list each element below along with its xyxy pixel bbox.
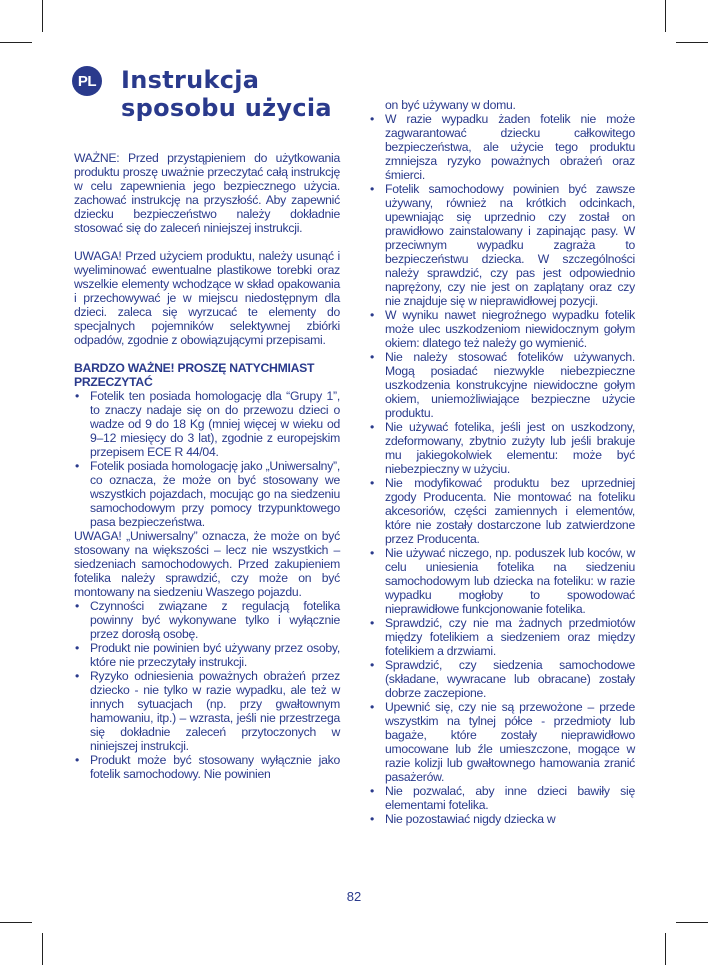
list-item: • Nie używać fotelika, jeśli jest on uszkodzony, zdeformowany, zbytnio zużyty lub jeśli brakuje mu jakiegokolwiek elementu: może być niebezpieczny w użyciu. [369,420,635,476]
list-item: • Nie należy stosować fotelików używanych. Mogą posiadać niezwykle niebezpieczne uszkodzenia konstrukcyjne niewidoczne gołym okiem, uniemożliwiające bezpieczne użycie produktu. [369,350,635,420]
list-item: • Produkt nie powinien być używany przez osoby, które nie przeczytały instrukcji. [74,641,340,669]
crop-mark [42,933,43,965]
important-heading: BARDZO WAŻNE! PROSZĘ NATYCHMIAST PRZECZYTAĆ [74,361,315,389]
list-item: • Sprawdzić, czy nie ma żadnych przedmiotów między fotelikiem a siedzeniem oraz między fotelikiem a drzwiami. [369,616,635,658]
crop-mark [0,922,32,923]
list-item: • Czynności związane z regulacją fotelika powinny być wykonywane tylko i wyłącznie przez dorosłą osobę. [74,599,340,641]
crop-mark [0,42,32,43]
list-item: • Produkt może być stosowany wyłącznie jako fotelik samochodowy. Nie powinien [74,753,340,781]
safety-list-right [369,112,635,826]
warning-paragraph: UWAGA! Przed użyciem produktu, należy usunąć i wyeliminować ewentualne plastikowe torebki oraz wszelkie elementy wchodzące w skład opakowania i przechowywać je w miejscu niedostępnym dla dzieci. zaleca się wyrzucać te elementy do specjalnych pojemników selektywnej zbiórki odpadów, zgodnie z obowiązującymi przepisami. [74,249,340,347]
list-item: • Nie pozostawiać nigdy dziecka w [369,812,635,826]
list-item: • Fotelik posiada homologację jako „Uniwersalny”, co oznacza, że może on być stosowany we wszystkich pojazdach, mocując go na siedzeniu samochodowym przy pomocy trzypunktowego pasa bezpieczeństwa. [74,459,340,529]
list-item: • Sprawdzić, czy siedzenia samochodowe (składane, wywracane lub obracane) zostały dobrze zaczepione. [369,658,635,700]
crop-mark [676,922,708,923]
list-item: • W razie wypadku żaden fotelik nie może zagwarantować dziecku całkowitego bezpieczeństwa, ale użycie tego produktu zmniejsza ryzyko poważnych obrażeń oraz śmierci. [369,112,635,182]
list-item: • Fotelik samochodowy powinien być zawsze używany, również na krótkich odcinkach, upewniając się uprzednio czy został on prawidłowo zainstalowany i zapinając pasy. W przeciwnym wypadku zagraża to bezpieczeństwu dziecka. W szczególności należy sprawdzić, czy pas jest odpowiednio naprężony, czy nie jest on zaplątany oraz czy nie znajduje się w nieprawidłowej pozycji. [369,182,635,308]
safety-list-left [74,599,340,781]
list-item: • Nie modyfikować produktu bez uprzedniej zgody Producenta. Nie montować na foteliku akcesoriów, części zamiennych i elementów, które nie zostały dostarczone lub zatwierdzone przez Producenta. [369,476,635,546]
left-column [74,151,340,781]
language-badge: PL [72,66,102,96]
page-number: 82 [346,889,362,904]
crop-mark [42,0,43,32]
crop-mark [665,933,666,965]
right-column [369,98,635,826]
intro-paragraph: WAŻNE: Przed przystąpieniem do użytkowania produktu proszę uważnie przeczytać całą instrukcję w celu zapewnienia jego bezpiecznego użycia. zachować instrukcję na przyszłość. Aby zapewnić dziecku bezpieczeństwo należy dokładnie stosować się do zaleceń niniejszej instrukcji. [74,151,340,235]
continued-text: on być używany w domu. [385,98,516,112]
title-line-2: sposobu użycia [121,94,332,122]
page-title [121,66,332,122]
list-item: • Fotelik ten posiada homologację dla “Grupy 1”, to znaczy nadaje się on do przewozu dzieci o wadze od 9 do 18 Kg (mniej więcej w wieku od 9–12 miesięcy do 3 lat), zgodnie z europejskim przepisem ECE R 44/04. [74,389,340,459]
universal-note-paragraph: UWAGA! „Uniwersalny” oznacza, że może on być stosowany na większości – lecz nie wszystkich – siedzeniach samochodowych. Przed zakupieniem fotelika należy sprawdzić, czy może on być montowany na siedzeniu Waszego pojazdu. [74,529,340,599]
list-item: • Nie używać niczego, np. poduszek lub koców, w celu uniesienia fotelika na siedzeniu samochodowym lub dziecka na foteliku: w razie wypadku mogłoby to spowodować nieprawidłowe funkcjonowanie fotelika. [369,546,635,616]
list-item: • Ryzyko odniesienia poważnych obrażeń przez dziecko - nie tylko w razie wypadku, ale też w innych sytuacjach (np. przy gwałtownym hamowaniu, itp.) – wzrasta, jeśli nie przestrzega się dokładnie zaleceń przytoczonych w niniejszej instrukcji. [74,669,340,753]
crop-mark [676,42,708,43]
title-line-1: Instrukcja [121,66,260,94]
list-item: • Nie pozwalać, aby inne dzieci bawiły się elementami fotelika. [369,784,635,812]
list-item: • W wyniku nawet niegroźnego wypadku fotelik może ulec uszkodzeniom niewidocznym gołym okiem: dlatego też należy go wymienić. [369,308,635,350]
list-item: • Upewnić się, czy nie są przewożone – przede wszystkim na tylnej półce - przedmioty lub bagaże, które zostały nieprawidłowo umocowane lub źle umieszczone, mogące w razie kolizji lub gwałtownego hamowania zranić pasażerów. [369,700,635,784]
crop-mark [665,0,666,32]
homologation-list [74,389,340,529]
